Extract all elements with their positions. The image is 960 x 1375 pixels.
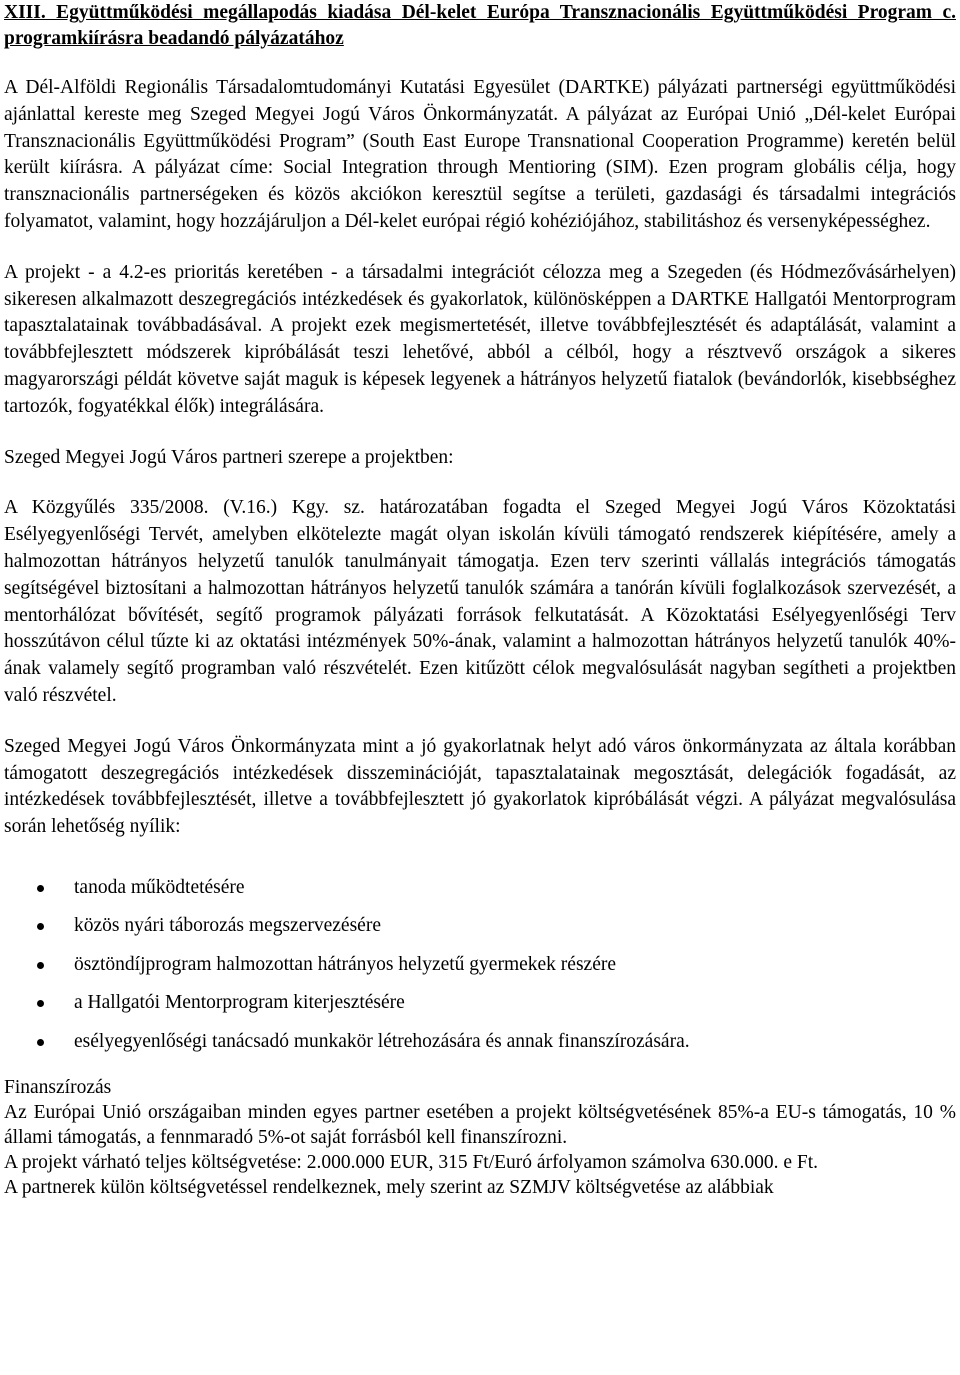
resolution-paragraph: A Közgyűlés 335/2008. (V.16.) Kgy. sz. határozatában fogadta el Szeged Megyei Jogú Város Közoktatási Esélyegyenlőségi Tervét, amelyben elkötelezte magát olyan iskolán kívüli támogató rendszerek kiépítésére, amely a halmozottan hátrányos helyzetű tanulók tanulmányait támogatja. Ezen terv szerinti vállalás integrációs támogatás segítségével biztosítani a halmozottan hátrányos helyzetű tanulók számára a tanórán kívüli foglalkozások szervezését, a mentorhálózat bővítését, segítő programok pályázati források felkutatását. A Közoktatási Esélyegyenlőségi Terv hosszútávon célul tűzte ki az oktatási intézmények 50%-ának, valamint a halmozottan hátrányos helyzetű tanulók 40%-ának valamely segítő programban való részvételét. Ezen kitűzött célok megvalósulását nagyban segítheti a projektben való részvétel. bbox=[4, 497, 956, 706]
role-heading: Szeged Megyei Jogú Város partneri szerepe a projektben: bbox=[4, 446, 454, 468]
financing-heading: Finanszírozás bbox=[4, 1077, 112, 1099]
opportunity-list bbox=[4, 875, 956, 1055]
list-item: esélyegyenlőségi tanácsadó munkakör létrehozására és annak finanszírozására. bbox=[74, 1029, 956, 1055]
list-item: közös nyári táborozás megszervezésére bbox=[74, 913, 956, 939]
list-item: a Hallgatói Mentorprogram kiterjesztésére bbox=[74, 990, 956, 1016]
list-item: tanoda működtetésére bbox=[74, 875, 956, 901]
financing-line-3: A partnerek külön költségvetéssel rendelkeznek, mely szerint az SZMJV költségvetése az alábbiak bbox=[4, 1177, 774, 1199]
list-item: ösztöndíjprogram halmozottan hátrányos helyzetű gyermekek részére bbox=[74, 952, 956, 978]
document-title: XIII. Együttműködési megállapodás kiadása Dél-kelet Európa Transznacionális Együttműködési Program c. programkiírásra beadandó pályázatához bbox=[4, 2, 956, 49]
document-page bbox=[4, 0, 956, 1200]
financing-line-2: A projekt várható teljes költségvetése: 2.000.000 EUR, 315 Ft/Euró árfolyamon számolva 630.000. e Ft. bbox=[4, 1152, 818, 1174]
project-paragraph: A projekt - a 4.2-es prioritás keretében - a társadalmi integrációt célozza meg a Szegeden (és Hódmezővásárhelyen) sikeresen alkalmazott deszegregációs intézkedések és gyakorlatok, különösképpen a DARTKE Hallgatói Mentorprogram tapasztalatainak továbbadásával. A projekt ezek megismertetését, illetve továbbfejlesztését és adaptálását, valamint a továbbfejlesztett módszerek kipróbálását teszi lehetővé, abból a célból, hogy a résztvevő országok a sikeres magyarországi példát követve saját maguk is képesek legyenek a hátrányos helyzetű fiatalok (bevándorlók, kisebbséghez tartozók, fogyatékkal élők) integrálására. bbox=[4, 261, 956, 417]
intro-paragraph: A Dél-Alföldi Regionális Társadalomtudományi Kutatási Egyesület (DARTKE) pályázati partnerségi együttműködési ajánlattal kereste meg Szeged Megyei Jogú Város Önkormányzatát. A pályázat az Európai Unió „Dél-kelet Európai Transznacionális Együttműködési Program” (South East Europe Transnational Cooperation Programme) keretén belül került kiírásra. A pályázat címe: Social Integration through Mentioring (SIM). Ezen program globális célja, hogy transznacionális partnerségeken és közös akciókon keresztül segítse a területi, gazdasági és társadalmi integrációs folyamatot, valamint, hogy hozzájáruljon a Dél-kelet európai régió kohéziójához, stabilitáshoz és versenyképességhez. bbox=[4, 77, 956, 232]
financing-line-1: Az Európai Unió országaiban minden egyes partner esetében a projekt költségvetésének 85%-a EU-s támogatás, 10 % állami támogatás, a fennmaradó 5%-ot saját forrásból kell finanszírozni. bbox=[4, 1102, 956, 1149]
good-practice-paragraph: Szeged Megyei Jogú Város Önkormányzata mint a jó gyakorlatnak helyt adó város önkormányzata az általa korábban támogatott deszegregációs intézkedések disszeminációját, tapasztalatainak megosztását, delegációk fogadását, az intézkedések továbbfejlesztését, illetve a továbbfejlesztett jó gyakorlatok kipróbálását végzi. A pályázat megvalósulása során lehetőség nyílik: bbox=[4, 735, 956, 838]
